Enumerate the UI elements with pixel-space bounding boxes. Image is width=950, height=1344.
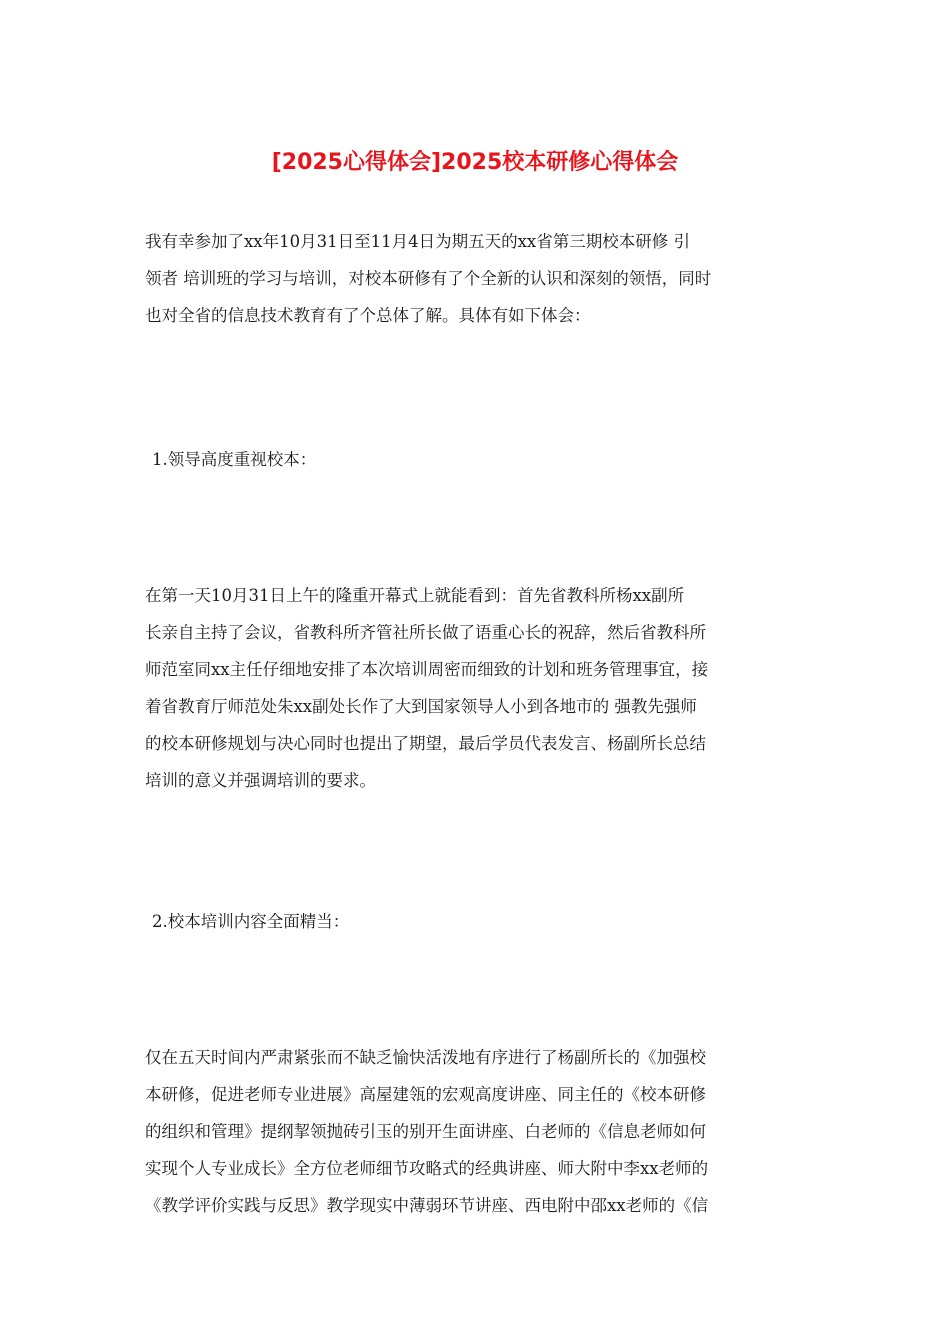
paragraph-line: 实现个人专业成长》全方位老师细节攻略式的经典讲座、师大附中李xx老师的 <box>145 1159 709 1178</box>
section-heading-1: 1.领导高度重视校本： <box>152 450 317 469</box>
paragraph-line: 本研修，促进老师专业进展》高屋建瓴的宏观高度讲座、同主任的《校本研修 <box>145 1085 706 1104</box>
section-2-paragraph <box>145 1039 813 1224</box>
paragraph-line: 着省教育厅师范处朱xx副处长作了大到国家领导人小到各地市的 强教先强师 <box>145 697 697 716</box>
paragraph-line: 师范室同xx主任仔细地安排了本次培训周密而细致的计划和班务管理事宜，接 <box>145 660 709 679</box>
paragraph-line: 我有幸参加了xx年10月31日至11月4日为期五天的xx省第三期校本研修 引 <box>145 232 690 251</box>
paragraph-line: 《教学评价实践与反思》教学现实中薄弱环节讲座、西电附中邵xx老师的《信 <box>145 1196 709 1215</box>
paragraph-line: 仅在五天时间内严肃紧张而不缺乏愉快活泼地有序进行了杨副所长的《加强校 <box>145 1048 706 1067</box>
section-1-paragraph <box>145 577 813 799</box>
paragraph-line: 长亲自主持了会议，省教科所齐管社所长做了语重心长的祝辞，然后省教科所 <box>145 623 706 642</box>
document-title: [2025心得体会]2025校本研修心得体会 <box>271 150 679 175</box>
paragraph-line: 的组织和管理》提纲挈领抛砖引玉的别开生面讲座、白老师的《信息老师如何 <box>145 1122 706 1141</box>
paragraph-line: 在第一天10月31日上午的隆重开幕式上就能看到：首先省教科所杨xx副所 <box>145 586 685 605</box>
paragraph-line: 的校本研修规划与决心同时也提出了期望，最后学员代表发言、杨副所长总结 <box>145 734 706 753</box>
paragraph-line: 也对全省的信息技术教育有了个总体了解。具体有如下体会： <box>145 306 591 325</box>
paragraph-line: 领者 培训班的学习与培训，对校本研修有了个全新的认识和深刻的领悟，同时 <box>145 269 712 288</box>
intro-paragraph <box>145 223 813 334</box>
paragraph-line: 培训的意义并强调培训的要求。 <box>145 771 376 790</box>
section-heading-2: 2.校本培训内容全面精当： <box>152 912 350 931</box>
